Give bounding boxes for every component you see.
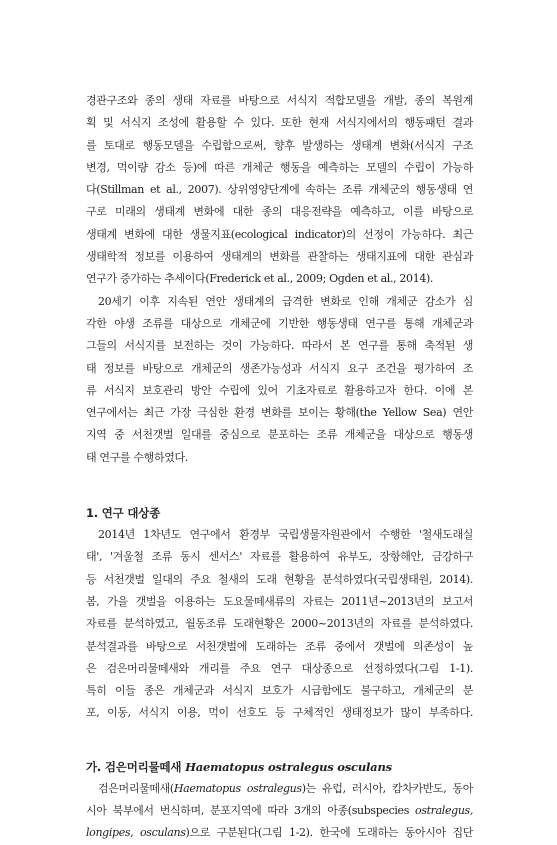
section-ga-line-3-sci-1: longipes (86, 826, 131, 840)
section-ga-heading-prefix: 가. 검은머리물떼새 (86, 759, 186, 774)
section-ga-line-1-b: )는 유럽, 러시아, 캄차카반도, 동아 (301, 781, 473, 795)
intro-line-4: 변경, 먹이량 감소 등)에 따른 개체군 행동을 예측하는 모델의 수립이 가능하 (86, 160, 473, 174)
section-1-line-5: 자료를 분석하였고, 월동조류 도래현황은 2000~2013년의 자료를 분석하였다. (86, 617, 473, 631)
section-1-line-2: 태', '겨울철 조류 동시 센서스' 자료를 활용하여 유부도, 장항해안, 금강하구 (86, 550, 473, 564)
second-paragraph (86, 291, 473, 469)
section-1-line-1: 2014년 1차년도 연구에서 환경부 국립생물자원관에서 수행한 '철새도래실 (98, 528, 473, 542)
second-line-2: 각한 야생 조류를 대상으로 개체군에 기반한 행동생태 연구를 통해 개체군과 (86, 316, 473, 330)
section-1-line-6: 분석결과를 바탕으로 서천갯벌에 도래하는 조류 중에서 갯벌에 의존성이 높 (86, 639, 473, 653)
intro-line-9: 연구가 증가하는 추세이다(Frederick et al., 2009; Ogden et al., 2014). (86, 272, 434, 286)
section-ga-line-3-a: , (130, 826, 141, 840)
intro-line-2: 획 및 서식지 조성에 활용할 수 있다. 또한 현재 서식지에서의 행동패턴 결과 (86, 116, 473, 130)
second-line-3: 그들의 서식지를 보전하는 것이 가능하다. 따라서 본 연구를 통해 축적된 생 (86, 339, 473, 353)
section-ga-line-3-b: )으로 구분된다(그림 1-2). 한국에 도래하는 동아시아 집단 (185, 826, 474, 840)
section-ga-line-3-sci-2: osculans (140, 826, 186, 840)
section-1-line-4: 봄, 가을 갯벌을 이용하는 도요물떼새류의 자료는 2011년~2013년의 보고서 (86, 594, 473, 608)
intro-paragraph (86, 90, 473, 291)
second-line-8: 태 연구를 수행하였다. (86, 450, 188, 464)
section-ga-line-2 (86, 800, 473, 822)
section-ga-heading-scientific-name: Haematopus ostralegus osculans (185, 759, 392, 774)
section-ga (86, 756, 473, 845)
second-line-5: 류 서식지 보호관리 방안 수립에 있어 기초자료로 활용하고자 한다. 이에 본 (86, 383, 473, 397)
section-1-line-8: 특히 이들 종은 개체군과 서식지 보호가 시급함에도 불구하고, 개체군의 분 (86, 684, 473, 698)
section-1-line-9: 포, 이동, 서식지 이용, 먹이 선호도 등 구체적인 생태정보가 많이 부족하다. (86, 706, 473, 720)
intro-line-5: 다(Stillman et al., 2007). 상위영양단계에 속하는 조류 개체군의 행동생태 연 (86, 183, 473, 197)
section-ga-line-1-sci: Haematopus ostralegus (173, 781, 302, 795)
intro-line-1: 경관구조와 종의 생태 자료를 바탕으로 서식지 적합모델을 개발, 종의 복원계 (86, 94, 473, 107)
section-ga-line-3 (86, 822, 473, 844)
intro-line-3: 를 토대로 행동모델을 수립함으로써, 향후 발생하는 생태계 변화(서식지 구조 (86, 138, 473, 152)
second-line-4: 태 정보를 바탕으로 개체군의 생존가능성과 서식지 요구 조건을 평가하여 조 (86, 361, 473, 375)
section-ga-heading (86, 756, 473, 778)
second-line-7: 지역 중 서천갯벌 일대를 중심으로 분포하는 조류 개체군을 대상으로 행동생 (86, 428, 473, 442)
section-1-line-7: 은 검은머리물떼새와 개리를 주요 연구 대상종으로 선정하였다(그림 1-1). (86, 661, 473, 675)
section-ga-line-1 (86, 778, 473, 800)
section-ga-line-1-a: 검은머리물떼새( (98, 781, 174, 795)
section-ga-line-2-sci: ostralegus, (415, 804, 473, 818)
section-1-heading: 1. 연구 대상종 (86, 506, 161, 521)
section-1-line-3: 등 서천갯벌 일대의 주요 철새의 도래 현황을 분석하였다(국립생태원, 2014). (86, 572, 473, 586)
section-ga-line-2-a: 시아 북부에서 번식하며, 분포지역에 따라 3개의 아종(subspecies (86, 804, 416, 818)
section-1 (86, 502, 473, 725)
intro-line-7: 생태계 변화에 대한 생물지표(ecological indicator)의 선정이 가능하다. 최근 (86, 227, 473, 241)
intro-line-8: 생태학적 정보를 이용하여 생태계의 변화를 관찰하는 생태지표에 대한 관심과 (86, 250, 473, 264)
second-line-6: 연구에서는 최근 가장 극심한 환경 변화를 보이는 황해(the Yellow Sea) 연안 (86, 406, 473, 420)
second-line-1: 20세기 이후 지속된 연안 생태계의 급격한 변화로 인해 개체군 감소가 심 (98, 294, 473, 308)
intro-line-6: 구로 미래의 생태계 변화에 대한 종의 대응전략을 예측하고, 이를 바탕으로 (86, 205, 473, 219)
